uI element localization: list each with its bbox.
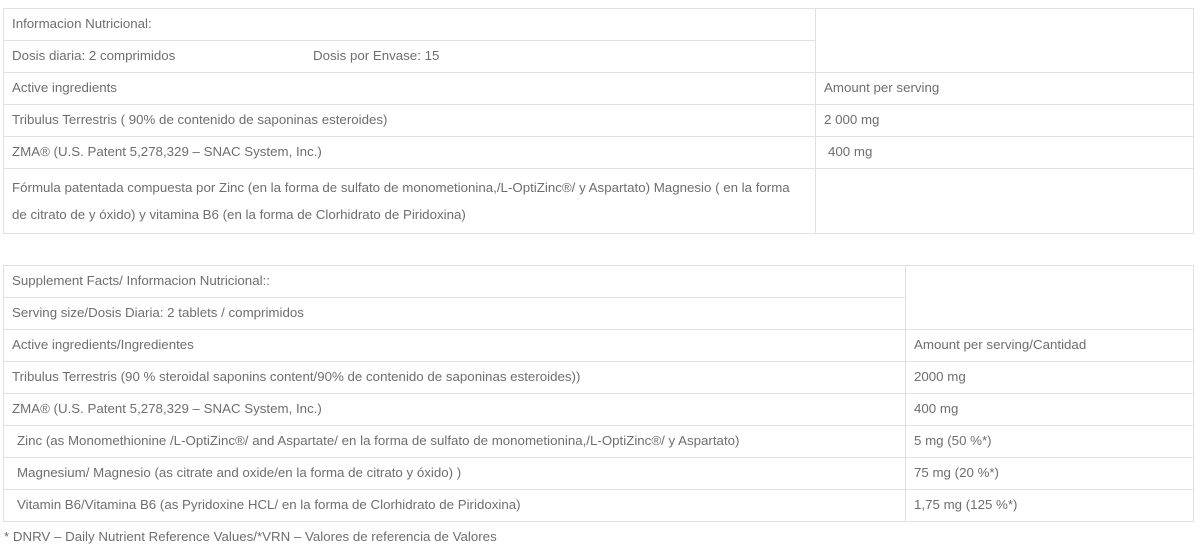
supplement-facts-table — [3, 265, 1194, 522]
ingredient-amount: 2 000 mg — [816, 105, 1194, 137]
ingredient-name: Vitamin B6/Vitamina B6 (as Pyridoxine HCL/ en la forma de Clorhidrato de Piridoxina) — [4, 490, 906, 522]
serving-size-bilingual: Serving size/Dosis Diaria: 2 tablets / comprimidos — [4, 298, 906, 330]
table-row — [4, 266, 1194, 298]
table-row — [4, 394, 1194, 426]
table-header-row — [4, 73, 1194, 105]
ingredient-amount: 75 mg (20 %*) — [906, 458, 1194, 490]
ingredient-amount: 1,75 mg (125 %*) — [906, 490, 1194, 522]
ingredient-name: Tribulus Terrestris (90 % steroidal saponins content/90% de contenido de saponinas esteroides)) — [4, 362, 906, 394]
table-header-row — [4, 330, 1194, 362]
table-row — [4, 137, 1194, 169]
table-row — [4, 362, 1194, 394]
ingredient-amount: 400 mg — [906, 394, 1194, 426]
ingredient-amount: 2000 mg — [906, 362, 1194, 394]
column-header-amount: Amount per serving — [816, 73, 1194, 105]
ingredient-name: ZMA® (U.S. Patent 5,278,329 – SNAC System, Inc.) — [4, 137, 816, 169]
table-gap — [3, 234, 1197, 265]
column-header-ingredients: Active ingredients — [4, 73, 816, 105]
dnrv-footnote: * DNRV – Daily Nutrient Reference Values/*VRN – Valores de referencia de Valores — [4, 529, 497, 544]
ingredient-name: Magnesium/ Magnesio (as citrate and oxide/en la forma de citrato y óxido) ) — [4, 458, 906, 490]
servings-per-container-es: Dosis por Envase: 15 — [313, 48, 440, 64]
table-title-bilingual: Supplement Facts/ Informacion Nutricional:: — [4, 266, 906, 298]
table-row — [4, 9, 1194, 41]
formula-note: Fórmula patentada compuesta por Zinc (en la forma de sulfato de monometionina,/L-OptiZinc®/ y Aspartato) Magnesio ( en la forma de citrato de y óxido) y vitamina B6 (en la forma de Clorhidrato de Piridoxina) — [4, 169, 816, 234]
ingredient-name: ZMA® (U.S. Patent 5,278,329 – SNAC System, Inc.) — [4, 394, 906, 426]
ingredient-amount: 5 mg (50 %*) — [906, 426, 1194, 458]
column-header-amount: Amount per serving/Cantidad — [906, 330, 1194, 362]
table-row — [4, 169, 1194, 234]
table-row — [4, 105, 1194, 137]
ingredient-name: Zinc (as Monomethionine /L-OptiZinc®/ and Aspartate/ en la forma de sulfato de monometionina,/L-OptiZinc®/ y Aspartato) — [4, 426, 906, 458]
merged-empty-cell — [906, 266, 1194, 330]
table-row — [4, 426, 1194, 458]
serving-info-row — [4, 41, 816, 73]
ingredient-amount: 400 mg — [816, 137, 1194, 169]
ingredient-name: Tribulus Terrestris ( 90% de contenido de saponinas esteroides) — [4, 105, 816, 137]
column-header-ingredients: Active ingredients/Ingredientes — [4, 330, 906, 362]
table-row — [4, 458, 1194, 490]
empty-cell — [816, 169, 1194, 234]
table-title-es: Informacion Nutricional: — [4, 9, 816, 41]
serving-size-es: Dosis diaria: 2 comprimidos — [12, 48, 176, 64]
merged-empty-cell — [816, 9, 1194, 73]
nutrition-table-es — [3, 8, 1194, 234]
table-row — [4, 490, 1194, 522]
